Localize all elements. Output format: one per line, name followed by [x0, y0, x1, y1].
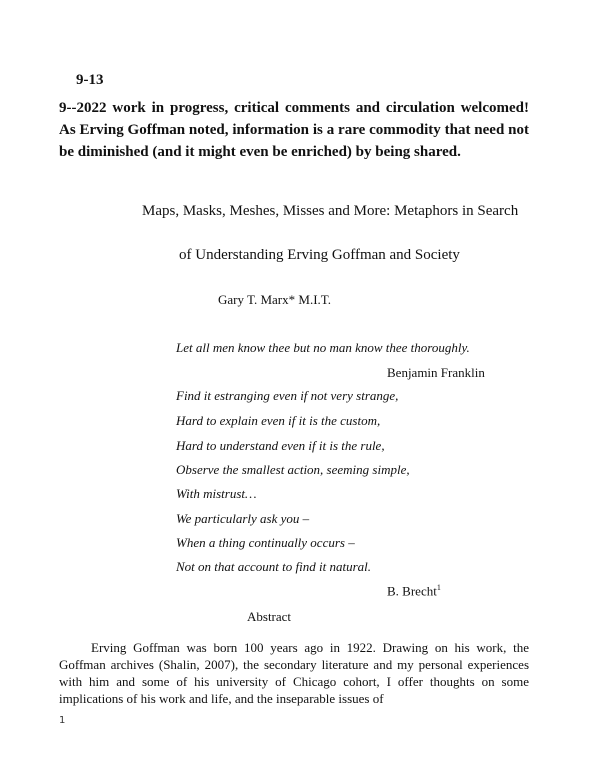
paper-title-continued: of Understanding Erving Goffman and Society: [179, 247, 460, 263]
epigraph-line: When a thing continually occurs –: [176, 535, 355, 550]
abstract-heading: Abstract: [247, 609, 292, 624]
epigraph-franklin-attribution: Benjamin Franklin: [387, 365, 485, 380]
page-number: 1: [59, 715, 66, 726]
footnote-marker[interactable]: 1: [436, 583, 441, 592]
epigraph-line: Hard to explain even if it is the custom,: [176, 413, 381, 428]
epigraph-line: We particularly ask you –: [176, 511, 310, 526]
epigraph-line: Not on that account to find it natural.: [176, 559, 371, 574]
abstract-body: Erving Goffman was born 100 years ago in 1922. Drawing on his work, the Goffman archives (Shalin, 2007), the secondary literature and my personal experiences with him and some of his university of Chicago cohort, I offer thoughts on some implications of his work and life, and the inseparable issues of: [59, 640, 529, 706]
epigraph-line: Observe the smallest action, seeming simple,: [176, 462, 410, 477]
epigraph-franklin-quote: Let all men know thee but no man know thee thoroughly.: [176, 340, 470, 355]
author-line: Gary T. Marx* M.I.T.: [218, 292, 332, 307]
date-code: 9-13: [76, 72, 104, 88]
paper-title: Maps, Masks, Meshes, Misses and More: Metaphors in Search: [142, 203, 519, 219]
epigraph-line: Find it estranging even if not very strange,: [176, 388, 399, 403]
attribution-text: B. Brecht: [387, 583, 437, 599]
epigraph-line: Hard to understand even if it is the rule,: [176, 438, 385, 453]
work-in-progress-note: 9--2022 work in progress, critical comments and circulation welcomed! As Erving Goffman noted, information is a rare commodity that need not be diminished (and it might even be enriched) by being shared.: [59, 100, 529, 160]
epigraph-line: With mistrust…: [176, 486, 257, 501]
epigraph-brecht-attribution: [387, 583, 441, 599]
